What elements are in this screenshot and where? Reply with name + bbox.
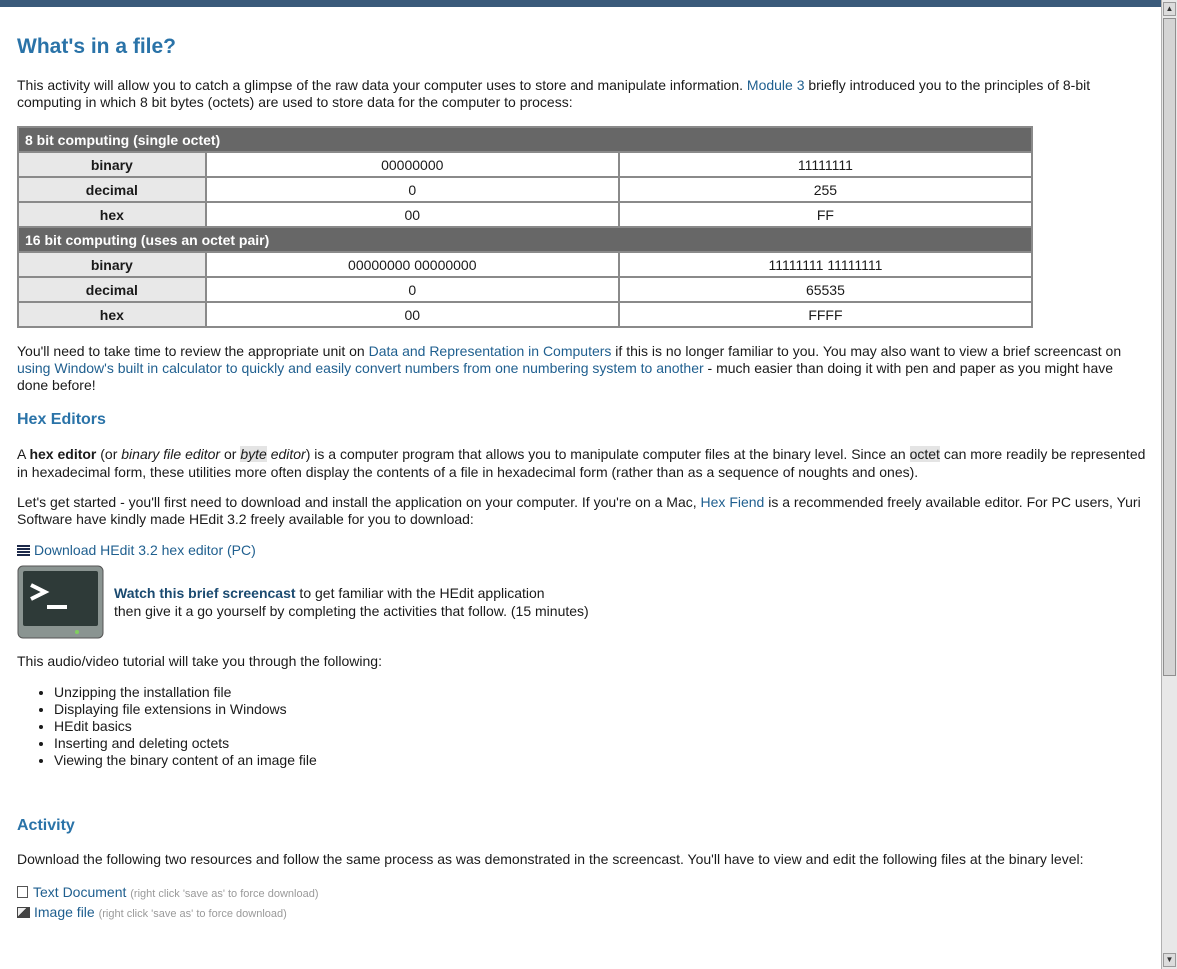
hex-editor-paragraph: A hex editor (or binary file editor or byte editor) is a computer program that allows you to manipulate computer files at the binary level. Since an octet can more readily be represented in hexadecimal form, these utilities more often display the contents of a file in hexadecimal form (rather than as a sequence of noughts and ones). bbox=[17, 446, 1146, 480]
page-content bbox=[17, 0, 1147, 923]
tutorial-intro: This audio/video tutorial will take you through the following: bbox=[17, 653, 382, 669]
table-row: binary 00000000 00000000 11111111 11111111 bbox=[18, 252, 1032, 277]
review-paragraph: You'll need to take time to review the appropriate unit on Data and Representation in Computers if this is no longer familiar to you. You may also want to view a brief screencast on using Window's built in calculator to quickly and easily convert numbers from one numbering system to another - much easier than doing it with pen and paper as you might have done before! bbox=[17, 343, 1122, 393]
resource-item: Image file (right click 'save as' to force download) bbox=[17, 903, 1147, 923]
bits-table bbox=[17, 126, 1033, 328]
watch-screencast-link[interactable]: Watch this brief screencast bbox=[114, 585, 296, 601]
hex-fiend-link[interactable]: Hex Fiend bbox=[700, 494, 765, 510]
list-item: • Unzipping the installation file bbox=[54, 684, 1147, 701]
text-document-link[interactable]: Text Document bbox=[33, 884, 127, 900]
section-8bit-header: 8 bit computing (single octet) bbox=[18, 127, 1032, 152]
terminal-icon[interactable] bbox=[17, 565, 104, 641]
table-row: hex 00 FF bbox=[18, 202, 1032, 227]
calculator-screencast-link[interactable]: using Window's built in calculator to quickly and easily convert numbers from one numbering system to another bbox=[17, 360, 704, 376]
scroll-up-arrow-icon[interactable]: ▲ bbox=[1163, 2, 1176, 16]
activity-heading: Activity bbox=[17, 817, 75, 834]
page-title: What's in a file? bbox=[17, 35, 177, 58]
image-icon bbox=[17, 907, 30, 918]
section-16bit-header: 16 bit computing (uses an octet pair) bbox=[18, 227, 1032, 252]
list-item: • HEdit basics bbox=[54, 718, 1147, 735]
table-row: decimal 0 65535 bbox=[18, 277, 1032, 302]
resource-item: Text Document (right click 'save as' to force download) bbox=[17, 883, 1147, 903]
list-item: • Displaying file extensions in Windows bbox=[54, 701, 1147, 718]
screencast-text: Watch this brief screencast to get familiar with the HEdit application then give it a go yourself by completing the activities that follow. (15 minutes) bbox=[114, 585, 589, 619]
list-item: • Viewing the binary content of an image file bbox=[54, 752, 1147, 769]
table-row: binary 00000000 11111111 bbox=[18, 152, 1032, 177]
image-file-link[interactable]: Image file bbox=[34, 904, 95, 920]
list-item: • Inserting and deleting octets bbox=[54, 735, 1147, 752]
download-hedit-link[interactable]: Download HEdit 3.2 hex editor (PC) bbox=[34, 542, 256, 558]
scroll-down-arrow-icon[interactable]: ▼ bbox=[1163, 953, 1176, 967]
vertical-scrollbar[interactable] bbox=[1161, 0, 1177, 969]
download-icon bbox=[17, 545, 30, 556]
hex-editors-heading: Hex Editors bbox=[17, 411, 106, 428]
module-3-link[interactable]: Module 3 bbox=[746, 77, 805, 93]
screencast-block bbox=[17, 565, 1147, 653]
data-representation-link[interactable]: Data and Representation in Computers bbox=[368, 343, 612, 359]
scrollbar-thumb[interactable] bbox=[1163, 18, 1176, 676]
table-row: decimal 0 255 bbox=[18, 177, 1032, 202]
get-started-paragraph: Let's get started - you'll first need to download and install the application on your computer. If you're on a Mac, Hex Fiend is a recommended freely available editor. For PC users, Yuri Software have kindly made HEdit 3.2 freely available for you to download: bbox=[17, 494, 1141, 527]
table-row: hex 00 FFFF bbox=[18, 302, 1032, 327]
tutorial-list bbox=[17, 684, 1147, 769]
download-line bbox=[17, 542, 1147, 559]
activity-paragraph: Download the following two resources and follow the same process as was demonstrated in the screencast. You'll have to view and edit the following files at the binary level: bbox=[17, 851, 1084, 867]
intro-paragraph: This activity will allow you to catch a glimpse of the raw data your computer uses to store and manipulate information. Module 3 briefly introduced you to the principles of 8-bit computing in which 8 bit bytes (octets) are used to store data for the computer to process: bbox=[17, 77, 1091, 110]
document-icon bbox=[17, 886, 28, 898]
